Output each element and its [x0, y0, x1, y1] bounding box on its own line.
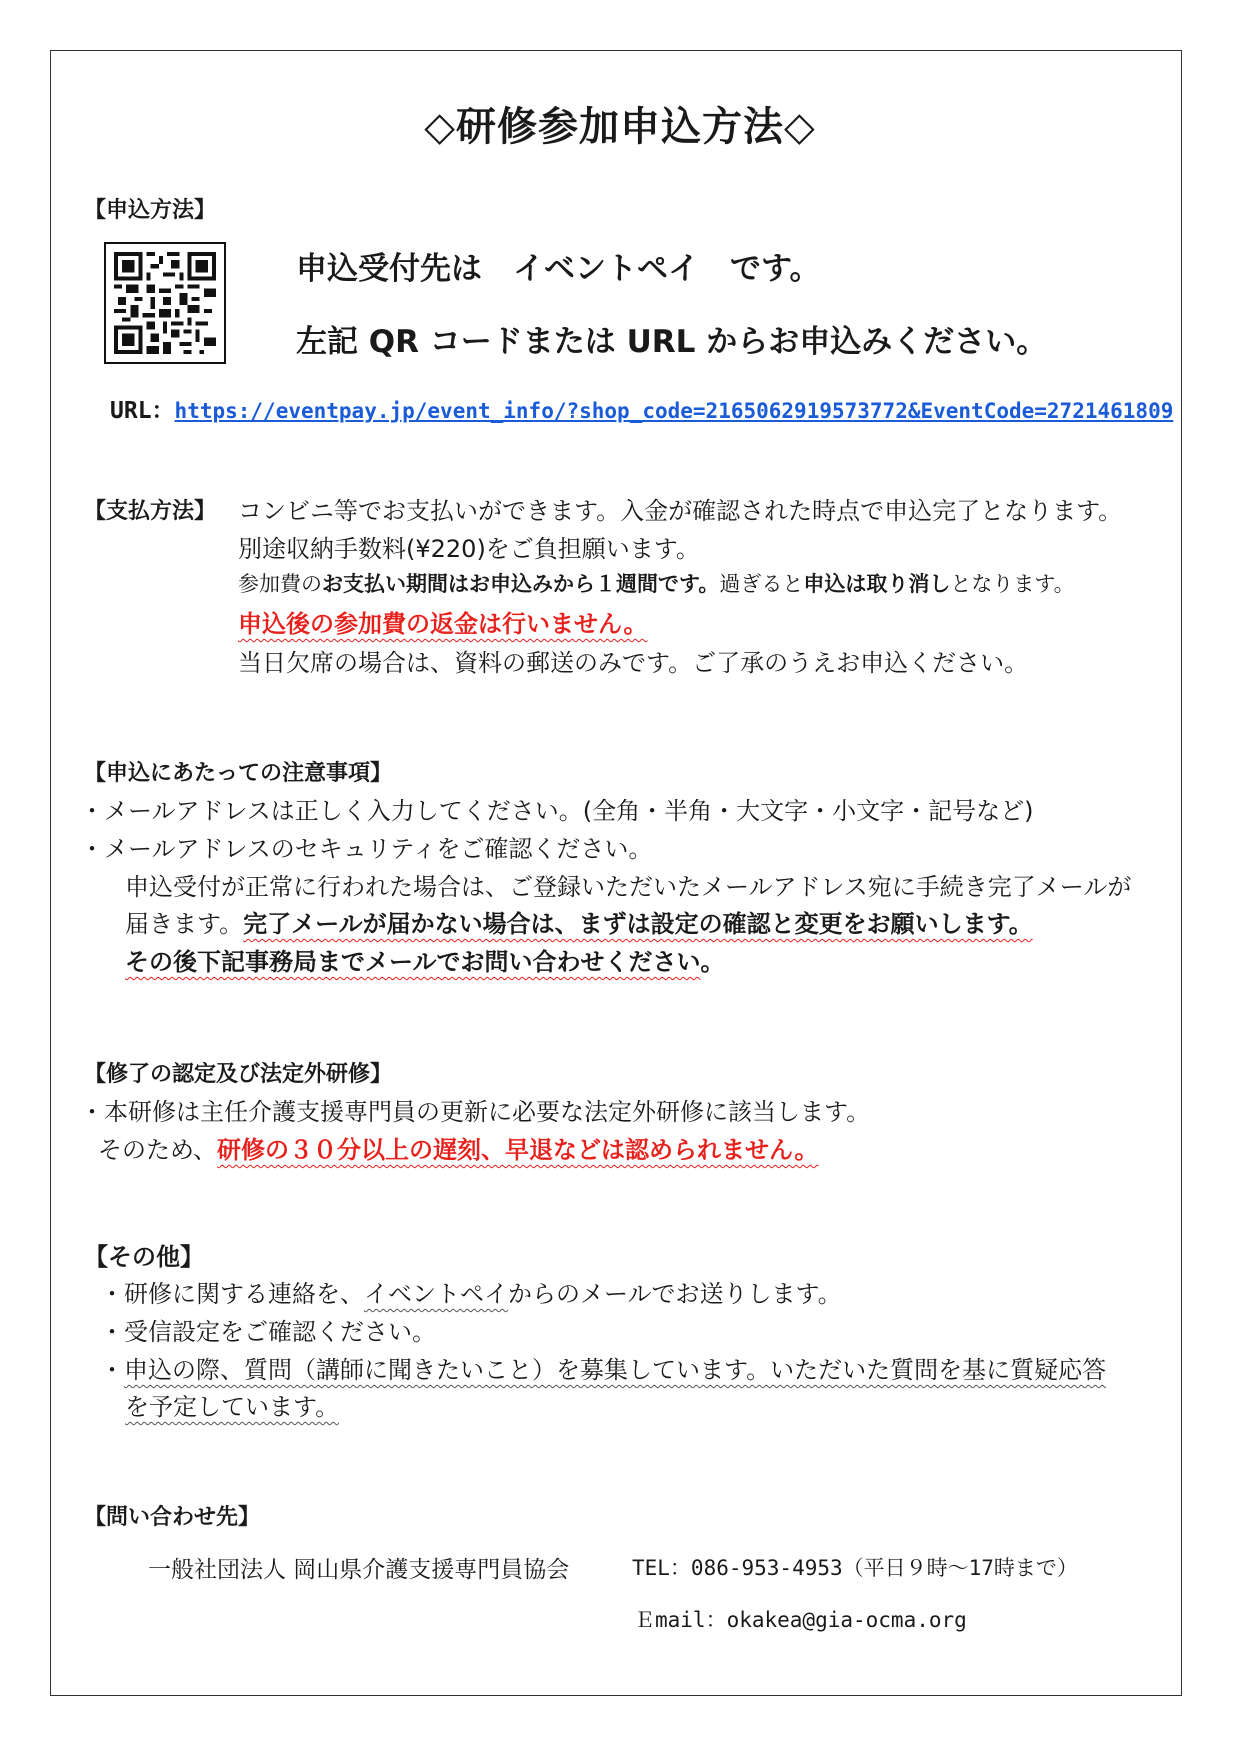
url-row: [110, 392, 1173, 425]
page-title: ◇研修参加申込方法◇: [424, 104, 816, 150]
payment-line-1: コンビニ等でお支払いができます。入金が確認された時点で申込完了となります。: [238, 497, 1123, 525]
notes-item-2-line-1: 申込受付が正常に行われた場合は、ご登録いただいたメールアドレス宛に手続き完了メールが: [125, 873, 1132, 901]
contact-by-mail-notice: その後下記事務局までメールでお問い合わせください: [125, 948, 701, 976]
notes-item-2-line-2: [125, 904, 1033, 939]
completion-line-2: [98, 1130, 819, 1165]
payment-line-3-e: となります。: [950, 572, 1075, 596]
contact-org: 一般社団法人 岡山県介護支援専門員協会: [148, 1557, 570, 1583]
other-item-3-line-2: を予定しています。: [125, 1393, 340, 1421]
no-refund-notice: 申込後の参加費の返金は行いません。: [238, 610, 648, 638]
payment-line-5: 当日欠席の場合は、資料の郵送のみです。ご了承のうえお申込ください。: [238, 649, 1029, 677]
payment-line-3: [238, 568, 1075, 598]
event-url-link[interactable]: https://eventpay.jp/event_info/?shop_code=2165062919573772&EventCode=2721461809: [174, 399, 1174, 423]
other-item-1-a: ・研修に関する連絡を、: [100, 1280, 364, 1308]
apply-line-1: 申込受付先は イベントペイ です。: [296, 251, 821, 287]
completion-line-2-a: そのため、: [98, 1136, 218, 1164]
other-item-2: ・受信設定をご確認ください。: [100, 1318, 436, 1346]
notes-item-1: ・メールアドレスは正しく入力してください。(全角・半角・大文字・小文字・記号など): [80, 797, 1034, 825]
other-item-1: [100, 1274, 842, 1309]
payment-period: お支払い期間はお申込みから１週間です。: [322, 572, 720, 596]
apply-heading: 【申込方法】: [84, 198, 217, 223]
notes-item-2: ・メールアドレスのセキュリティをご確認ください。: [80, 835, 653, 863]
qr-pattern: [114, 252, 216, 354]
eventpay-text: イベントペイ: [364, 1280, 508, 1308]
lateness-notice: 研修の３０分以上の遅刻、早退などは認められません。: [217, 1136, 819, 1164]
completion-heading: 【修了の認定及び法定外研修】: [84, 1062, 393, 1087]
apply-line-2: 左記 QR コードまたは URL からお申込みください。: [296, 324, 1048, 360]
notes-item-2-line-3: [125, 942, 725, 977]
payment-cancel: 申込は取り消し: [803, 572, 951, 596]
payment-line-3-a: 参加費の: [238, 572, 322, 596]
contact-email[interactable]: Ｅmail：okakea@gia-ocma.org: [634, 1608, 967, 1632]
other-heading: 【その他】: [84, 1243, 204, 1271]
notes-heading: 【申込にあたっての注意事項】: [84, 761, 393, 786]
other-item-3: [100, 1350, 1106, 1385]
completion-line-1: ・本研修は主任介護支援専門員の更新に必要な法定外研修に該当します。: [80, 1098, 871, 1126]
other-item-1-c: からのメールでお送りします。: [508, 1280, 842, 1308]
payment-heading: 【支払方法】: [84, 499, 217, 524]
other-item-3-a: ・: [100, 1356, 124, 1384]
notes-item-2-line-2-a: 届きます。: [125, 910, 244, 938]
payment-line-2: 別途収納手数料(¥220)をご負担願います。: [238, 535, 700, 563]
contact-tel[interactable]: TEL：086-953-4953（平日９時～17時まで）: [632, 1556, 1078, 1580]
qr-code-icon[interactable]: [104, 242, 226, 364]
url-label: URL：: [110, 398, 175, 424]
mail-not-received-notice: 完了メールが届かない場合は、まずは設定の確認と変更をお願いします。: [243, 910, 1033, 938]
question-notice: 申込の際、質問（講師に聞きたいこと）を募集しています。いただいた質問を基に質疑応答: [124, 1356, 1107, 1384]
contact-heading: 【問い合わせ先】: [84, 1505, 261, 1530]
notes-item-2-line-3-end: 。: [700, 948, 725, 976]
payment-line-3-c: 過ぎると: [719, 572, 804, 596]
